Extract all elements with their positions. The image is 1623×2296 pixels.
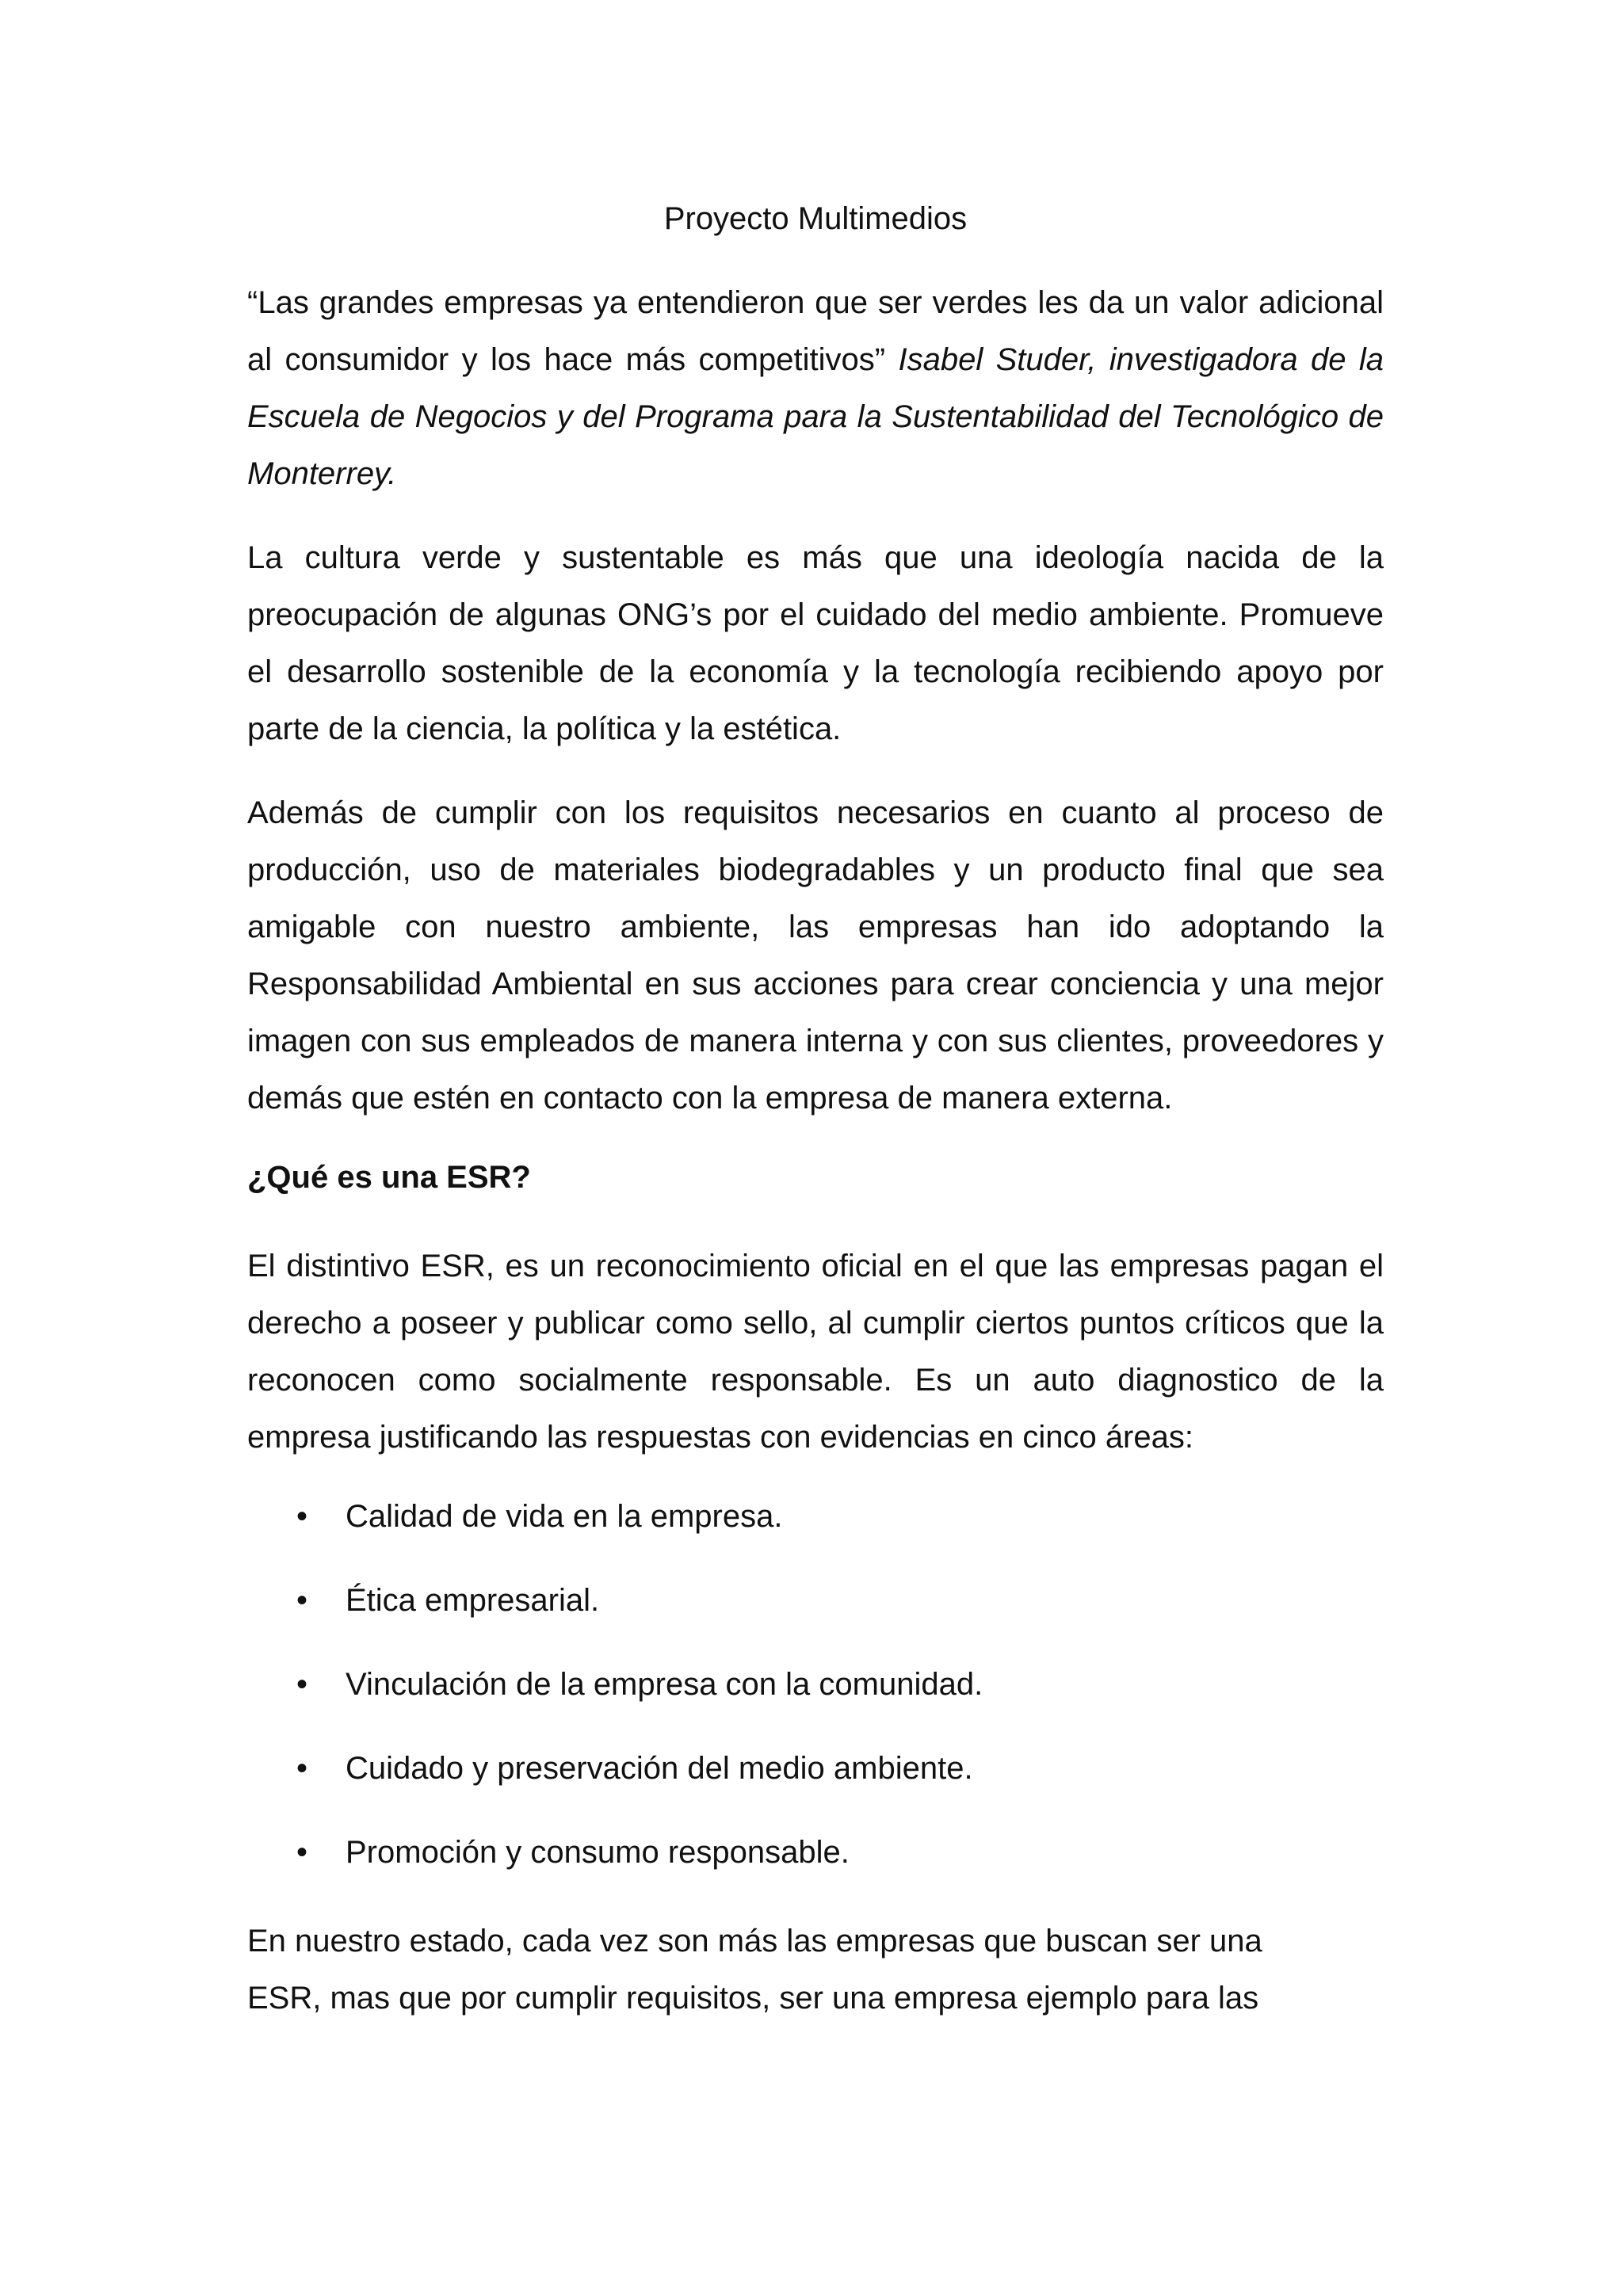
- list-item: [247, 1745, 1384, 1792]
- quote-text: “Las grandes empresas ya entendieron que ser verdes les da un valor adicional al consumidor y los hace más competitivos”: [247, 285, 1384, 377]
- list-item-text: Calidad de vida en la empresa.: [346, 1499, 783, 1534]
- paragraph-environmental-responsibility: Además de cumplir con los requisitos necesarios en cuanto al proceso de producción, uso de materiales biodegradables y un producto final que sea amigable con nuestro ambiente, las empresas han ido adoptando la Responsabilidad Ambiental en sus acciones para crear conciencia y una mejor imagen con sus empleados de manera interna y con sus clientes, proveedores y demás que estén en contacto con la empresa de manera externa.: [247, 795, 1384, 1116]
- list-item: [247, 1829, 1384, 1876]
- list-item-text: Ética empresarial.: [346, 1583, 600, 1618]
- paragraph-esr-definition: El distintivo ESR, es un reconocimiento oficial en el que las empresas pagan el derecho a poseer y publicar como sello, al cumplir ciertos puntos críticos que la reconocen como socialmente responsable. Es un auto diagnostico de la empresa justificando las respuestas con evidencias en cinco áreas:: [247, 1249, 1384, 1455]
- list-item: [247, 1493, 1384, 1540]
- quote-paragraph: [247, 274, 1384, 502]
- document-page: [247, 195, 1384, 2054]
- paragraph-green-culture: La cultura verde y sustentable es más que una ideología nacida de la preocupación de algunas ONG’s por el cuidado del medio ambiente. Promueve el desarrollo sostenible de la economía y la tecnología recibiendo apoyo por parte de la ciencia, la política y la estética.: [247, 540, 1384, 746]
- section-heading: ¿Qué es una ESR?: [247, 1160, 531, 1195]
- esr-areas-list: [247, 1493, 1384, 1876]
- bullet-icon: •: [296, 1835, 308, 1870]
- document-title: Proyecto Multimedios: [663, 201, 968, 236]
- bullet-icon: •: [296, 1751, 308, 1786]
- list-item-text: Promoción y consumo responsable.: [346, 1835, 850, 1870]
- paragraph-line: En nuestro estado, cada vez son más las empresas que buscan ser una: [247, 1924, 1262, 1958]
- bullet-icon: •: [296, 1667, 308, 1702]
- list-item: [247, 1661, 1384, 1708]
- list-item-text: Vinculación de la empresa con la comunidad.: [346, 1667, 983, 1702]
- bullet-icon: •: [296, 1499, 308, 1534]
- quote-attribution: Isabel Studer, investigadora de la Escuela de Negocios y del Programa para la Sustentabilidad del Tecnológico de Monterrey.: [247, 342, 1384, 491]
- paragraph-our-state: [247, 1913, 1384, 2027]
- list-item: [247, 1577, 1384, 1624]
- paragraph-line: ESR, mas que por cumplir requisitos, ser una empresa ejemplo para las: [247, 1981, 1259, 2016]
- list-item-text: Cuidado y preservación del medio ambiente.: [346, 1751, 973, 1786]
- bullet-icon: •: [296, 1583, 308, 1618]
